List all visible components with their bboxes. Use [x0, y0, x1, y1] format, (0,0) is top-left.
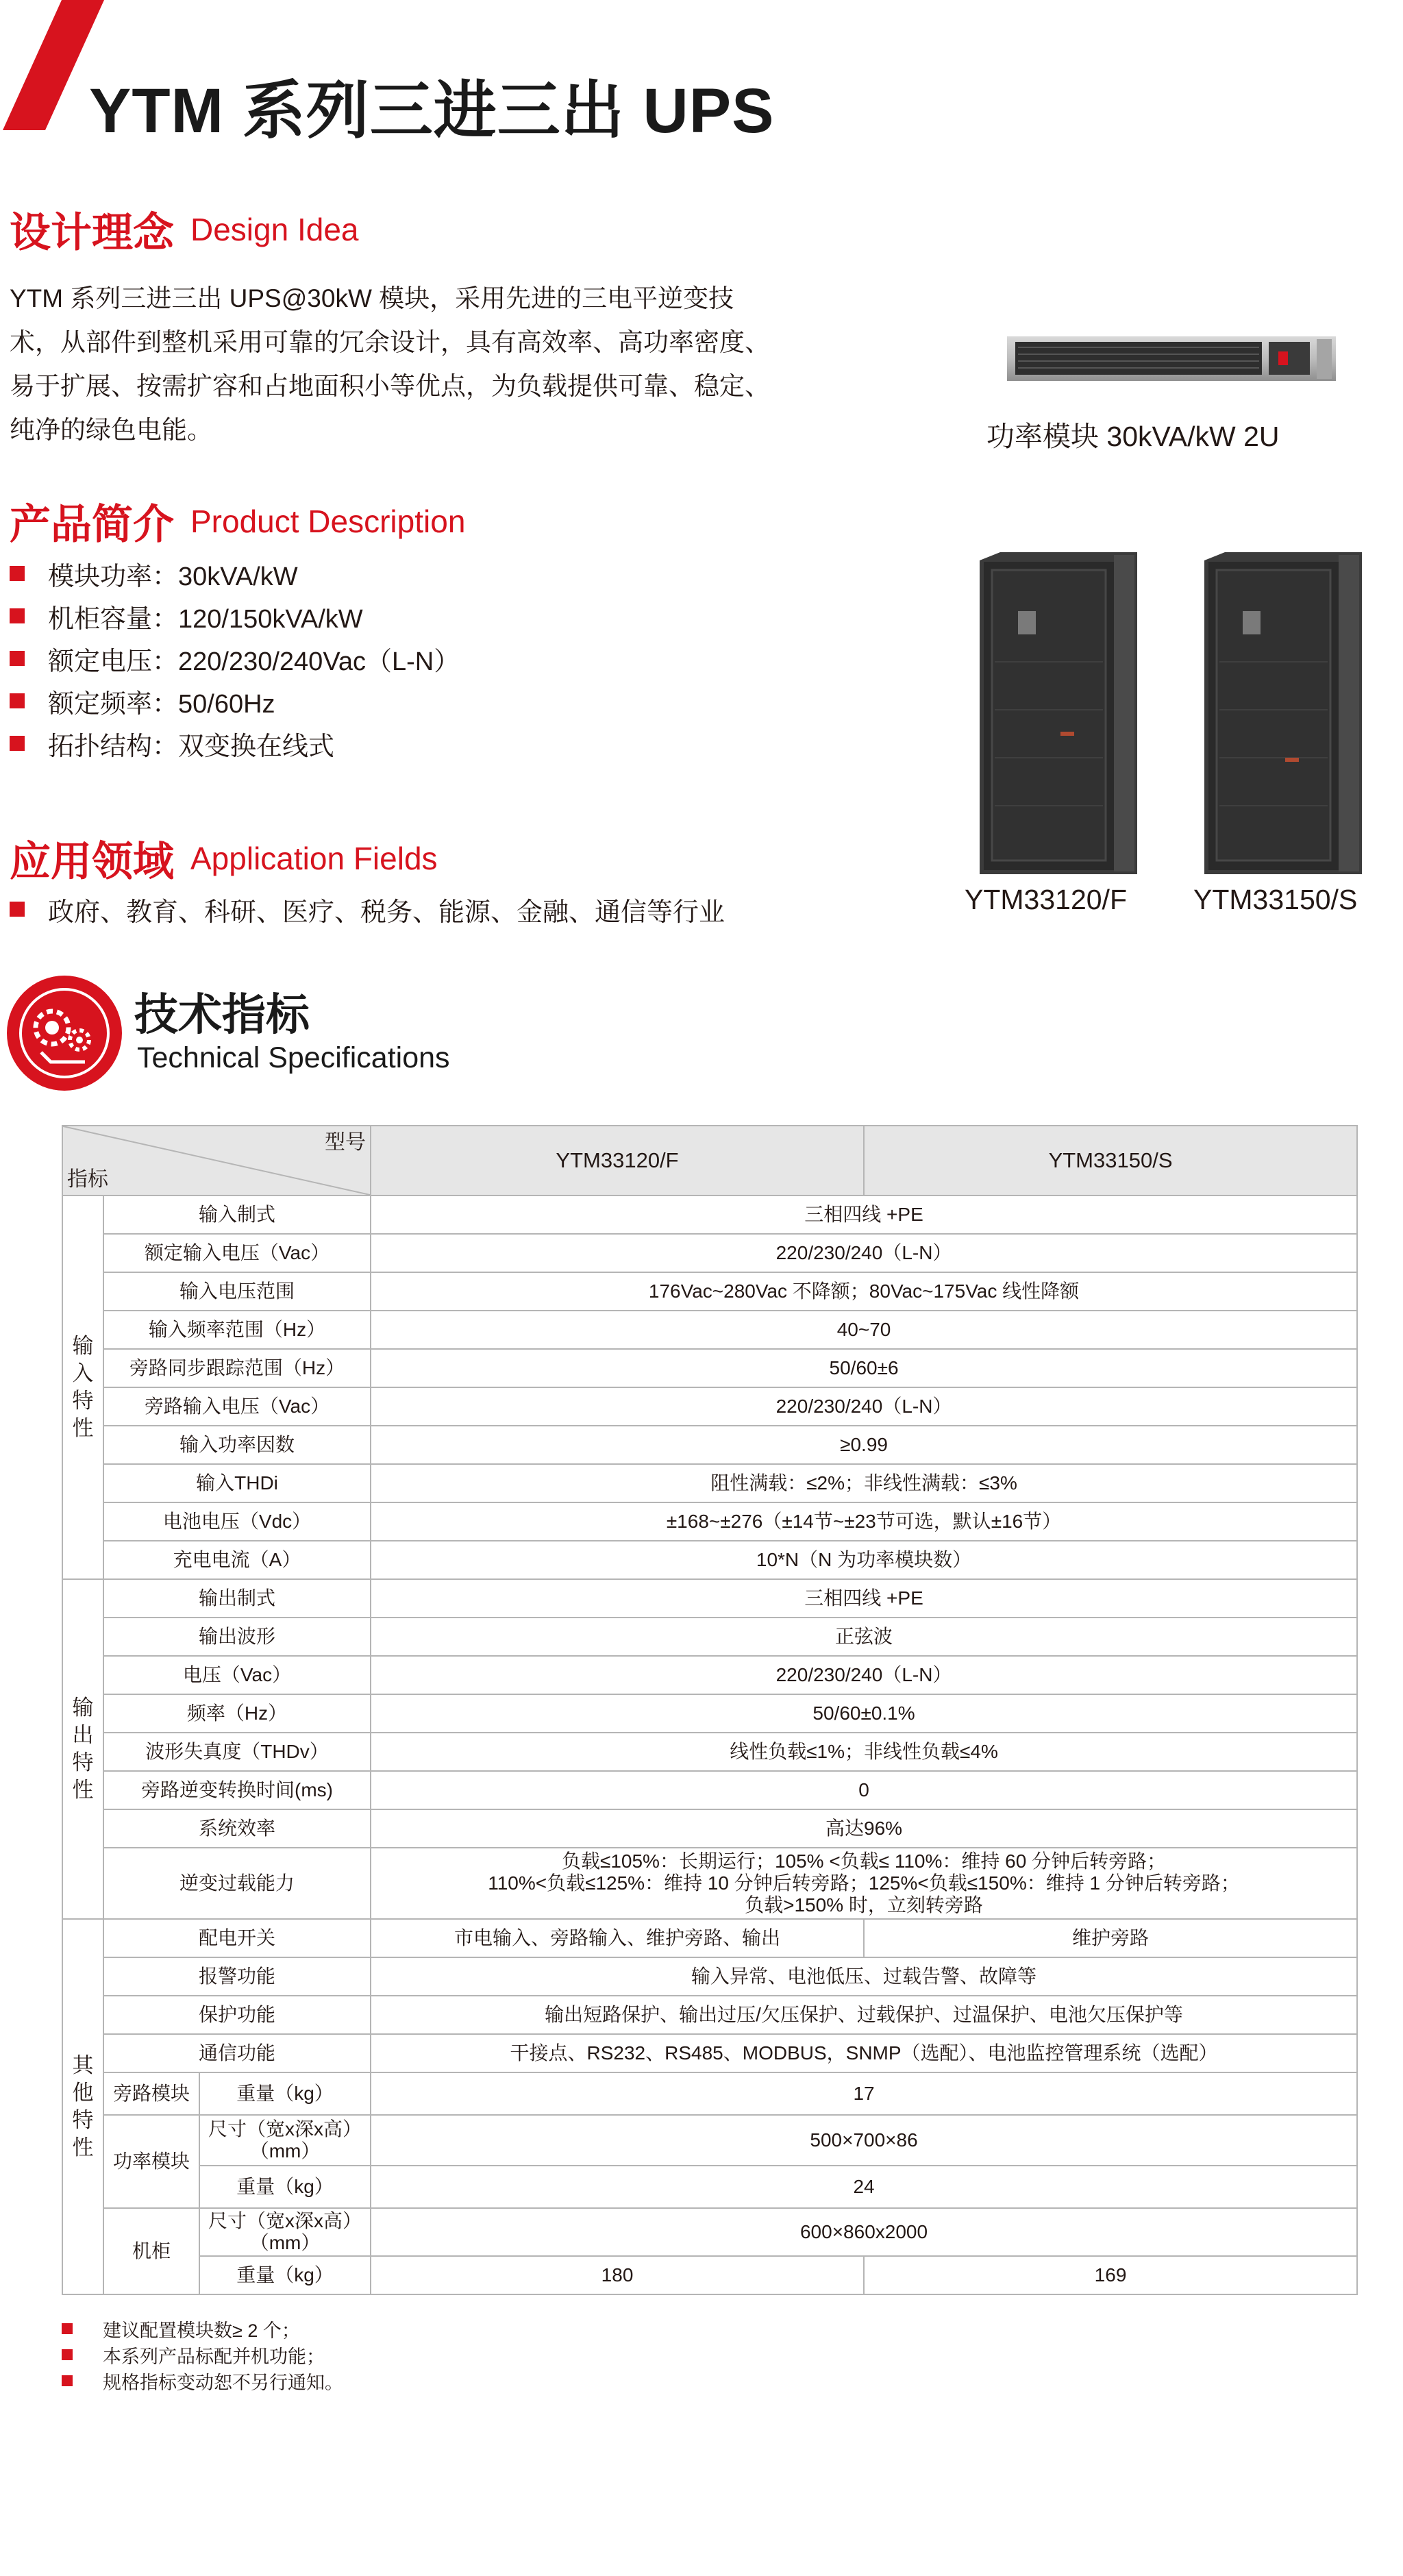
spec-table — [62, 1125, 1358, 2295]
bullet-square-icon — [10, 566, 25, 581]
table-row — [62, 1426, 1357, 1464]
cell-value — [371, 1848, 1357, 1919]
cabinet-image-ytm33120 — [980, 552, 1137, 874]
cell-value: 10*N（N 为功率模块数） — [371, 1541, 1357, 1579]
design-line: 术，从部件到整机采用可靠的冗余设计，具有高效率、高功率密度、 — [10, 328, 770, 356]
application-title-cn: 应用领域 — [10, 839, 174, 884]
header-col-ytm33120: YTM33120/F — [371, 1126, 864, 1196]
row-sublabel: 重量（kg） — [199, 2256, 371, 2294]
row-label: 旁路逆变转换时间(ms) — [103, 1771, 371, 1809]
row-label: 输入制式 — [103, 1196, 371, 1234]
table-row — [62, 1848, 1357, 1919]
cell-value: 市电输入、旁路输入、维护旁路、输出 — [371, 1919, 864, 1957]
list-item — [10, 888, 725, 930]
list-item — [10, 595, 460, 637]
table-row — [62, 1387, 1357, 1426]
page-title: YTM 系列三进三出 UPS — [89, 76, 775, 146]
bullet-square-icon — [62, 2375, 73, 2386]
table-row — [62, 1464, 1357, 1502]
table-row — [62, 1771, 1357, 1809]
bullet-square-icon — [10, 902, 25, 917]
row-sublabel: 重量（kg） — [199, 2072, 371, 2115]
design-line: 纯净的绿色电能。 — [10, 416, 212, 444]
cell-value: 500×700×86 — [371, 2115, 1357, 2166]
diagonal-line — [63, 1126, 370, 1195]
cabinet1-caption: YTM33120/F — [965, 884, 1127, 915]
cell-value: 干接点、RS232、RS485、MODBUS，SNMP（选配）、电池监控管理系统（选配） — [371, 2034, 1357, 2072]
design-line: 易于扩展、按需扩容和占地面积小等优点，为负载提供可靠、稳定、 — [10, 372, 770, 400]
table-row — [62, 1311, 1357, 1349]
cabinet2-caption: YTM33150/S — [1193, 884, 1358, 915]
design-title-cn: 设计理念 — [10, 210, 174, 256]
spec-title-cn: 技术指标 — [134, 990, 310, 1039]
cell-value: 17 — [371, 2072, 1357, 2115]
row-label: 旁路模块 — [103, 2072, 199, 2115]
product-section-title — [10, 492, 465, 551]
table-row — [62, 1541, 1357, 1579]
row-label: 通信功能 — [103, 2034, 371, 2072]
table-header-row — [62, 1126, 1357, 1196]
row-sublabel — [199, 2115, 371, 2166]
row-label: 机柜 — [103, 2208, 199, 2294]
group-char: 入 — [72, 1361, 94, 1385]
cell-value: 50/60±0.1% — [371, 1694, 1357, 1733]
table-row — [62, 2072, 1357, 2115]
header-corner-cell — [62, 1126, 371, 1196]
header-model-label: 型号 — [325, 1131, 367, 1154]
row-label: 频率（Hz） — [103, 1694, 371, 1733]
table-row — [62, 1694, 1357, 1733]
list-item — [10, 722, 460, 765]
row-label: 输出波形 — [103, 1618, 371, 1656]
cell-value: 220/230/240（L-N） — [371, 1234, 1357, 1272]
table-row — [62, 2208, 1357, 2256]
bullet-square-icon — [62, 2323, 73, 2334]
row-label: 功率模块 — [103, 2115, 199, 2208]
application-title-en: Application Fields — [190, 841, 438, 876]
row-label: 充电电流（A） — [103, 1541, 371, 1579]
group-char: 特 — [72, 1750, 94, 1774]
table-row — [62, 2256, 1357, 2294]
design-line: YTM 系列三进三出 UPS@30kW 模块，采用先进的三电平逆变技 — [10, 284, 734, 312]
product-item-text: 额定电压：220/230/240Vac（L-N） — [48, 647, 460, 676]
group-label-output — [62, 1579, 103, 1919]
table-row — [62, 1919, 1357, 1957]
cell-value: 正弦波 — [371, 1618, 1357, 1656]
table-row — [62, 1996, 1357, 2034]
cell-value: 三相四线 +PE — [371, 1196, 1357, 1234]
cell-value: 输入异常、电池低压、过载告警、故障等 — [371, 1957, 1357, 1996]
row-label: 输出制式 — [103, 1579, 371, 1618]
header-indicator-label: 指标 — [67, 1168, 108, 1191]
design-title-en: Design Idea — [190, 212, 359, 247]
table-row — [62, 1272, 1357, 1311]
row-label: 旁路输入电压（Vac） — [103, 1387, 371, 1426]
module-caption: 功率模块 30kVA/kW 2U — [986, 421, 1280, 452]
group-label-other — [62, 1919, 103, 2294]
table-row — [62, 1502, 1357, 1541]
product-item-text: 模块功率：30kVA/kW — [48, 562, 298, 591]
design-paragraph — [10, 277, 859, 452]
row-label: 电压（Vac） — [103, 1656, 371, 1694]
row-label: 电池电压（Vdc） — [103, 1502, 371, 1541]
notes-list — [62, 2316, 343, 2394]
list-item — [10, 552, 460, 595]
group-char: 出 — [72, 1723, 94, 1747]
row-label: 波形失真度（THDv） — [103, 1733, 371, 1771]
cell-value: ≥0.99 — [371, 1426, 1357, 1464]
table-row — [62, 1579, 1357, 1618]
group-char: 特 — [72, 1389, 94, 1413]
group-char: 输 — [72, 1696, 94, 1720]
table-row — [62, 1809, 1357, 1848]
application-item-text: 政府、教育、科研、医疗、税务、能源、金融、通信等行业 — [48, 897, 725, 927]
cell-value: 三相四线 +PE — [371, 1579, 1357, 1618]
group-char: 性 — [72, 1416, 94, 1440]
product-list — [10, 552, 460, 765]
cell-value: 600×860x2000 — [371, 2208, 1357, 2256]
header-col-ytm33150: YTM33150/S — [864, 1126, 1357, 1196]
group-char: 他 — [72, 2081, 94, 2105]
row-sublabel — [199, 2208, 371, 2256]
product-title-en: Product Description — [190, 504, 466, 539]
bullet-square-icon — [10, 608, 25, 623]
list-item — [62, 2316, 343, 2342]
row-label: 输入THDi — [103, 1464, 371, 1502]
cabinet-image-ytm33150 — [1204, 552, 1362, 874]
spec-title-en: Technical Specifications — [137, 1041, 450, 1074]
power-module-image — [1007, 334, 1336, 384]
cell-value: 180 — [371, 2256, 864, 2294]
table-row — [62, 1349, 1357, 1387]
size-label-line: 尺寸（宽x深x高） — [208, 2118, 362, 2140]
bullet-square-icon — [62, 2349, 73, 2360]
row-label: 额定输入电压（Vac） — [103, 1234, 371, 1272]
table-row — [62, 1733, 1357, 1771]
gear-icon — [3, 971, 126, 1095]
overload-line: 负载≤105%：长期运行；105% <负载≤ 110%：维持 60 分钟后转旁路； — [561, 1850, 1167, 1872]
group-char: 性 — [72, 2135, 94, 2159]
cell-value: 220/230/240（L-N） — [371, 1387, 1357, 1426]
table-row — [62, 1618, 1357, 1656]
cell-value: 24 — [371, 2166, 1357, 2208]
list-item — [62, 2342, 343, 2368]
list-item — [62, 2368, 343, 2394]
cell-value: 阻性满载：≤2%；非线性满载：≤3% — [371, 1464, 1357, 1502]
cell-value: 高达96% — [371, 1809, 1357, 1848]
table-row — [62, 2034, 1357, 2072]
row-label: 逆变过载能力 — [103, 1848, 371, 1919]
row-label: 输入功率因数 — [103, 1426, 371, 1464]
table-row — [62, 1234, 1357, 1272]
size-label-line: （mm） — [249, 2140, 321, 2162]
bullet-square-icon — [10, 693, 25, 708]
group-char: 其 — [72, 2053, 94, 2077]
application-list — [10, 888, 725, 930]
product-item-text: 拓扑结构：双变换在线式 — [48, 732, 335, 761]
cell-value: 输出短路保护、输出过压/欠压保护、过载保护、过温保护、电池欠压保护等 — [371, 1996, 1357, 2034]
group-label-input — [62, 1196, 103, 1579]
row-label: 旁路同步跟踪范围（Hz） — [103, 1349, 371, 1387]
cell-value: 维护旁路 — [864, 1919, 1357, 1957]
table-row — [62, 1957, 1357, 1996]
group-char: 性 — [72, 1778, 94, 1802]
row-label: 配电开关 — [103, 1919, 371, 1957]
list-item — [10, 680, 460, 722]
overload-line: 负载>150% 时，立刻转旁路 — [745, 1894, 983, 1916]
product-item-text: 额定频率：50/60Hz — [48, 689, 275, 719]
overload-line: 110%<负载≤125%：维持 10 分钟后转旁路；125%<负载≤150%：维持 1 分钟后转旁路； — [488, 1872, 1240, 1894]
cell-value: ±168~±276（±14节~±23节可选，默认±16节） — [371, 1502, 1357, 1541]
note-text: 本系列产品标配并机功能； — [103, 2346, 325, 2367]
size-label-line: 尺寸（宽x深x高） — [208, 2210, 362, 2231]
row-sublabel: 重量（kg） — [199, 2166, 371, 2208]
product-title-cn: 产品简介 — [10, 501, 174, 547]
application-section-title — [10, 829, 438, 888]
size-label-line: （mm） — [249, 2232, 321, 2253]
table-row — [62, 2115, 1357, 2166]
row-label: 输入频率范围（Hz） — [103, 1311, 371, 1349]
note-text: 建议配置模块数≥ 2 个； — [103, 2320, 300, 2341]
cell-value: 40~70 — [371, 1311, 1357, 1349]
group-char: 特 — [72, 2108, 94, 2132]
row-label: 保护功能 — [103, 1996, 371, 2034]
table-row — [62, 1656, 1357, 1694]
bullet-square-icon — [10, 651, 25, 666]
cell-value: 50/60±6 — [371, 1349, 1357, 1387]
row-label: 系统效率 — [103, 1809, 371, 1848]
table-row — [62, 1196, 1357, 1234]
cell-value: 176Vac~280Vac 不降额；80Vac~175Vac 线性降额 — [371, 1272, 1357, 1311]
row-label: 报警功能 — [103, 1957, 371, 1996]
group-char: 输 — [72, 1334, 94, 1358]
cell-value: 220/230/240（L-N） — [371, 1656, 1357, 1694]
cell-value: 169 — [864, 2256, 1357, 2294]
cell-value: 线性负载≤1%；非线性负载≤4% — [371, 1733, 1357, 1771]
product-item-text: 机柜容量：120/150kVA/kW — [48, 604, 363, 634]
design-section-title — [10, 200, 359, 259]
row-label: 输入电压范围 — [103, 1272, 371, 1311]
list-item — [10, 637, 460, 680]
note-text: 规格指标变动恕不另行通知。 — [103, 2372, 343, 2393]
table-row — [62, 2166, 1357, 2208]
bullet-square-icon — [10, 736, 25, 751]
cell-value: 0 — [371, 1771, 1357, 1809]
